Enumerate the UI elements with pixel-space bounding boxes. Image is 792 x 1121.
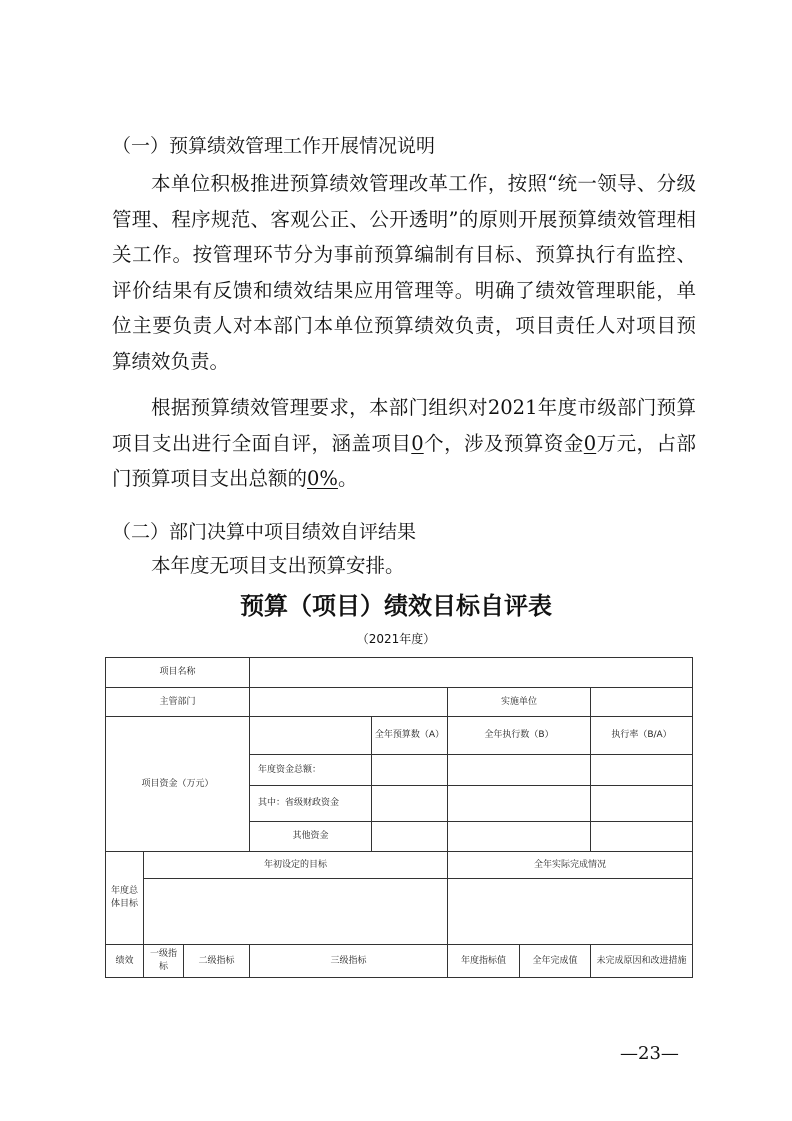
table-row [106,688,693,717]
project-name-value [250,658,693,688]
empty-cell [372,755,448,786]
table-row [106,852,693,879]
impl-unit-label: 实施单位 [448,688,591,717]
table-row [106,879,693,945]
funds-label: 项目资金（万元） [106,717,250,852]
paragraph-text: 本单位积极推进预算绩效管理改革工作，按照“统一领导、分级管理、程序规范、客观公正、公开透明”的原则开展预算绩效管理相关工作。按管理环节分为事前预算编制有目标、预算执行有监控、评价结果有反馈和绩效结果应用管理等。明确了绩效管理职能，单位主要负责人对本部门本单位预算绩效负责，项目责任人对项目预算绩效负责。 [112,172,696,373]
dept-label: 主管部门 [106,688,250,717]
budget-amount: 0 [583,431,597,455]
table-row [106,717,693,755]
impl-unit-value [591,688,693,717]
actual-value-header: 全年完成值 [520,945,591,978]
other-funds-label: 其他资金 [250,822,372,852]
provincial-funds-label: 其中：省级财政资金 [250,786,372,822]
perf-label: 绩效 [106,945,144,978]
empty-cell [448,755,591,786]
actual-completion-header: 全年实际完成情况 [448,852,693,879]
section1-heading: （一）预算绩效管理工作开展情况说明 [112,135,436,157]
section1-paragraph-1 [112,166,696,379]
section2-heading: （二）部门决算中项目绩效自评结果 [112,521,417,543]
empty-cell [448,822,591,852]
table-row [106,658,693,688]
table-title: 预算（项目）绩效目标自评表 [240,592,552,620]
budget-percent: 0% [307,467,338,490]
table-row [106,945,693,978]
total-funds-label: 年度资金总额： [250,755,372,786]
paragraph-text: 本年度无项目支出预算安排。 [151,554,405,577]
level1-header: 一级指标 [144,945,184,978]
level3-header: 三级指标 [250,945,448,978]
rate-col-header: 执行率（B/A） [591,717,693,755]
empty-cell [591,822,693,852]
page-number: —23— [620,1043,679,1064]
reason-header: 未完成原因和改进措施 [591,945,693,978]
annual-goal-label: 年度总体目标 [106,852,144,945]
empty-cell [372,822,448,852]
exec-col-header: 全年执行数（B） [448,717,591,755]
project-name-label: 项目名称 [106,658,250,688]
paragraph-text [112,390,696,497]
text-run: 根据预算绩效管理要求，本部门组织对2021年度市级部门预算项目支出进行全面自评，涵盖项目 [112,396,696,455]
text-run: 万元，占部门预算项目支出总额的 [112,431,696,490]
project-count: 0 [411,431,424,455]
annual-value-header: 年度指标值 [448,945,520,978]
performance-table [105,657,693,978]
planned-goal-value [144,879,448,945]
level2-header: 二级指标 [184,945,250,978]
text-run: 。 [337,467,358,490]
budget-col-header: 全年预算数（A） [372,717,448,755]
table-subtitle: （2021年度） [356,632,436,646]
text-run: 个，涉及预算资金 [423,431,584,455]
section2-paragraph-1 [112,548,696,584]
empty-cell [591,755,693,786]
empty-cell [372,786,448,822]
actual-completion-value [448,879,693,945]
section1-paragraph-2 [112,390,696,497]
empty-cell [591,786,693,822]
empty-cell [250,717,372,755]
empty-cell [448,786,591,822]
planned-goal-header: 年初设定的目标 [144,852,448,879]
dept-value [250,688,448,717]
